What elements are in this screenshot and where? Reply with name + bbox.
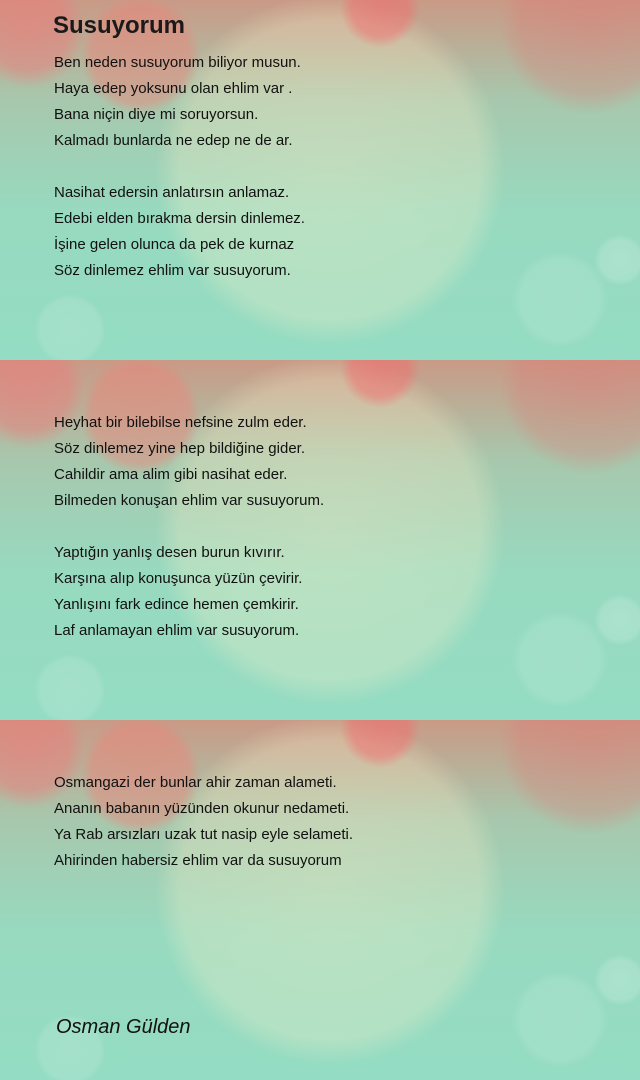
- poem-panel-1: [0, 0, 640, 360]
- poem-line: Cahildir ama alim gibi nasihat eder.: [54, 466, 288, 483]
- poem-panel-2: [0, 360, 640, 720]
- poem-line: Heyhat bir bilebilse nefsine zulm eder.: [54, 414, 307, 431]
- poem-title: Susuyorum: [53, 12, 186, 39]
- poem-line: Ahirinden habersiz ehlim var da susuyorum: [54, 852, 342, 869]
- poem-line: Ben neden susuyorum biliyor musun.: [54, 54, 301, 71]
- poem-line: Yanlışını fark edince hemen çemkirir.: [54, 596, 299, 613]
- stanza-4: [54, 540, 302, 644]
- poem-line: Bana niçin diye mi soruyorsun.: [54, 106, 259, 123]
- poem-line: İşine gelen olunca da pek de kurnaz: [54, 236, 295, 253]
- poem-line: Kalmadı bunlarda ne edep ne de ar.: [54, 132, 293, 149]
- poem-line: Söz dinlemez ehlim var susuyorum.: [54, 262, 291, 279]
- poem-line: Laf anlamayan ehlim var susuyorum.: [54, 622, 300, 639]
- poem-line: Haya edep yoksunu olan ehlim var .: [54, 80, 293, 97]
- poem-line: Bilmeden konuşan ehlim var susuyorum.: [54, 492, 325, 509]
- poem-line: Ya Rab arsızları uzak tut nasip eyle selameti.: [54, 826, 354, 843]
- poem-line: Söz dinlemez yine hep bildiğine gider.: [54, 440, 305, 457]
- poem-line: Osmangazi der bunlar ahir zaman alameti.: [54, 774, 337, 791]
- poem-line: Edebi elden bırakma dersin dinlemez.: [54, 210, 305, 227]
- poem-panel-3: [0, 720, 640, 1080]
- stanza-2: [54, 180, 305, 284]
- stanza-3: [54, 410, 324, 514]
- poem-line: Yaptığın yanlış desen burun kıvırır.: [54, 544, 285, 561]
- poem-line: Karşına alıp konuşunca yüzün çevirir.: [54, 570, 303, 587]
- stanza-1: [54, 50, 301, 154]
- author-name: Osman Gülden: [56, 1016, 191, 1038]
- poem-line: Ananın babanın yüzünden okunur nedameti.: [54, 800, 350, 817]
- poem-line: Nasihat edersin anlatırsın anlamaz.: [54, 184, 290, 201]
- stanza-5: [54, 770, 353, 874]
